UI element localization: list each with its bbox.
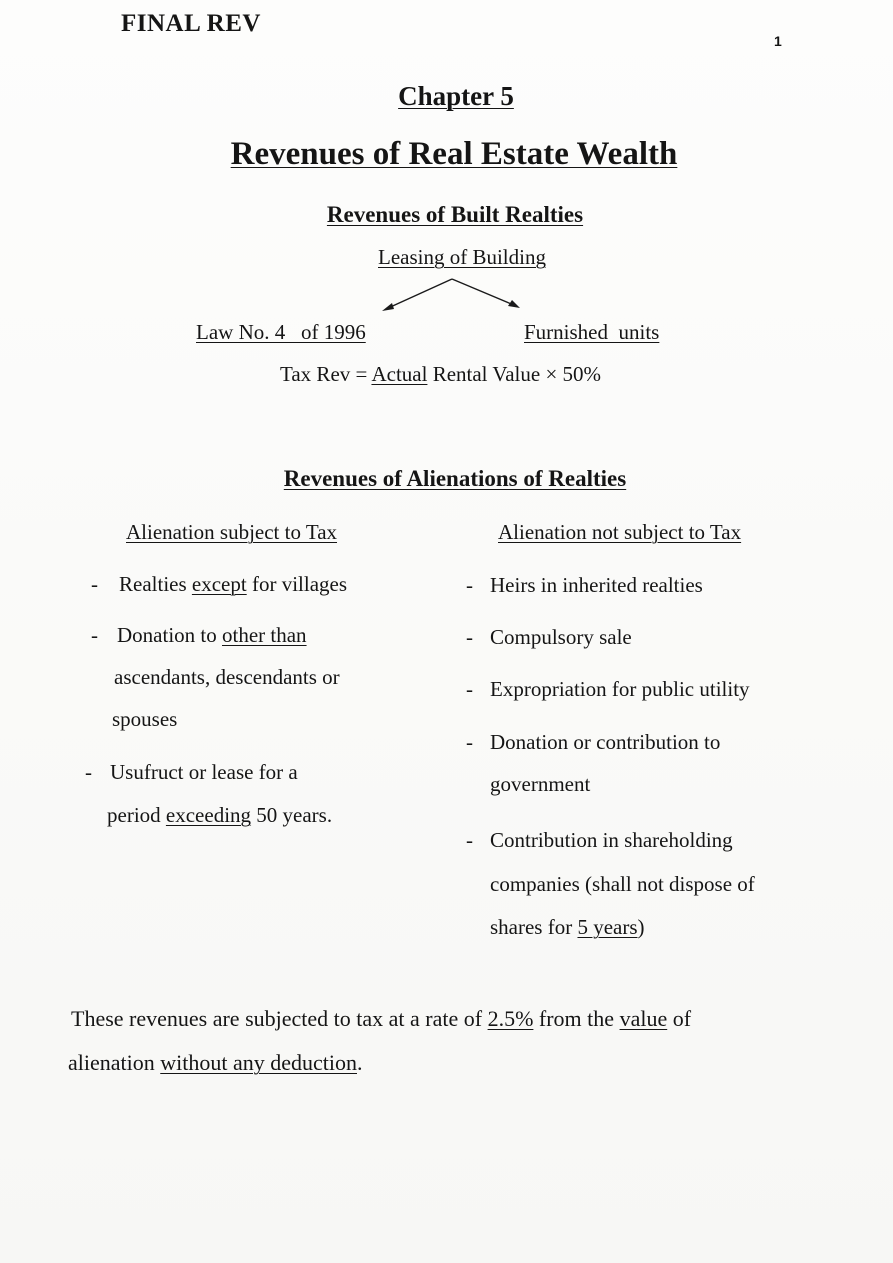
list-item-continuation: [107, 803, 332, 828]
list-bullet: -: [466, 625, 473, 649]
closing-emphasis-deduction: without any deduction: [160, 1050, 357, 1075]
list-item-text: shares for: [490, 915, 578, 939]
page-title: [0, 136, 893, 173]
formula-prefix: Tax Rev =: [280, 362, 372, 386]
list-item-continuation: spouses: [112, 707, 178, 731]
alienations-heading: [0, 466, 893, 492]
list-item-continuation: ascendants, descendants or: [114, 665, 340, 689]
list-item: Donation or contribution to: [490, 730, 721, 754]
closing-text: These revenues are subjected to tax at a rate of: [71, 1006, 488, 1031]
list-item-emphasis: exceeding: [165, 803, 252, 827]
closing-emphasis-value: value: [619, 1006, 668, 1031]
branch-arrow-left: [386, 279, 452, 309]
leasing-label: [0, 245, 893, 270]
arrowhead-left: [382, 303, 394, 311]
chapter-heading: [0, 81, 893, 112]
closing-paragraph-line2: [68, 1050, 363, 1076]
law-branch-text: Law No. 4 of 1996: [196, 320, 366, 344]
furnished-branch: [524, 320, 659, 345]
arrowhead-right: [508, 300, 520, 308]
formula-actual: Actual: [371, 362, 428, 386]
list-bullet: -: [466, 730, 473, 754]
closing-text: alienation: [68, 1050, 161, 1075]
list-bullet: -: [466, 828, 473, 852]
furnished-branch-text: Furnished units: [524, 320, 660, 344]
list-item-text: for villages: [246, 572, 348, 596]
list-item: [119, 572, 347, 597]
leasing-label-text: Leasing of Building: [378, 245, 546, 269]
law-branch: [196, 320, 366, 345]
list-item-continuation: [490, 915, 645, 940]
alienations-heading-text: Revenues of Alienations of Realties: [283, 466, 627, 491]
branch-arrow-right: [452, 279, 516, 306]
list-item-emphasis: except: [191, 572, 247, 596]
list-bullet: -: [466, 677, 473, 701]
list-bullet: -: [91, 623, 98, 647]
list-item-emphasis: 5 years: [577, 915, 638, 939]
list-item-text: Donation to: [117, 623, 222, 647]
list-item: [117, 623, 307, 648]
tax-formula: [280, 362, 601, 387]
closing-paragraph-line1: [71, 1006, 691, 1032]
list-item-text: Realties: [119, 572, 192, 596]
list-item: Expropriation for public utility: [490, 677, 750, 701]
subject-column-heading-text: Alienation subject to Tax: [126, 520, 338, 544]
closing-text: from the: [533, 1006, 620, 1031]
list-item: Usufruct or lease for a: [110, 760, 298, 784]
list-item-continuation: companies (shall not dispose of: [490, 872, 755, 896]
list-bullet: -: [466, 573, 473, 597]
subject-column-heading: [126, 520, 337, 545]
built-realties-heading-text: Revenues of Built Realties: [326, 202, 584, 227]
branch-arrows-icon: [370, 276, 530, 316]
closing-text: of: [667, 1006, 692, 1031]
list-item-text: ): [637, 915, 645, 939]
header-label: FINAL REV: [121, 10, 261, 37]
not-subject-column-heading-text: Alienation not subject to Tax: [498, 520, 742, 544]
page-number: 1: [774, 33, 782, 49]
list-item: Compulsory sale: [490, 625, 632, 649]
list-item: Contribution in shareholding: [490, 828, 733, 852]
formula-suffix: Rental Value × 50%: [427, 362, 602, 386]
closing-text: .: [357, 1050, 363, 1075]
list-item: Heirs in inherited realties: [490, 573, 703, 597]
list-bullet: -: [85, 760, 92, 784]
list-item-text: 50 years.: [251, 803, 333, 827]
page-title-text: Revenues of Real Estate Wealth: [230, 136, 678, 172]
list-bullet: -: [91, 572, 98, 596]
chapter-heading-text: Chapter 5: [398, 81, 514, 111]
tax-rate: 2.5%: [487, 1006, 534, 1031]
built-realties-heading: [0, 202, 893, 228]
not-subject-column-heading: [498, 520, 741, 545]
list-item-emphasis: other than: [222, 623, 307, 647]
list-item-text: period: [107, 803, 166, 827]
list-item-continuation: government: [490, 772, 591, 796]
